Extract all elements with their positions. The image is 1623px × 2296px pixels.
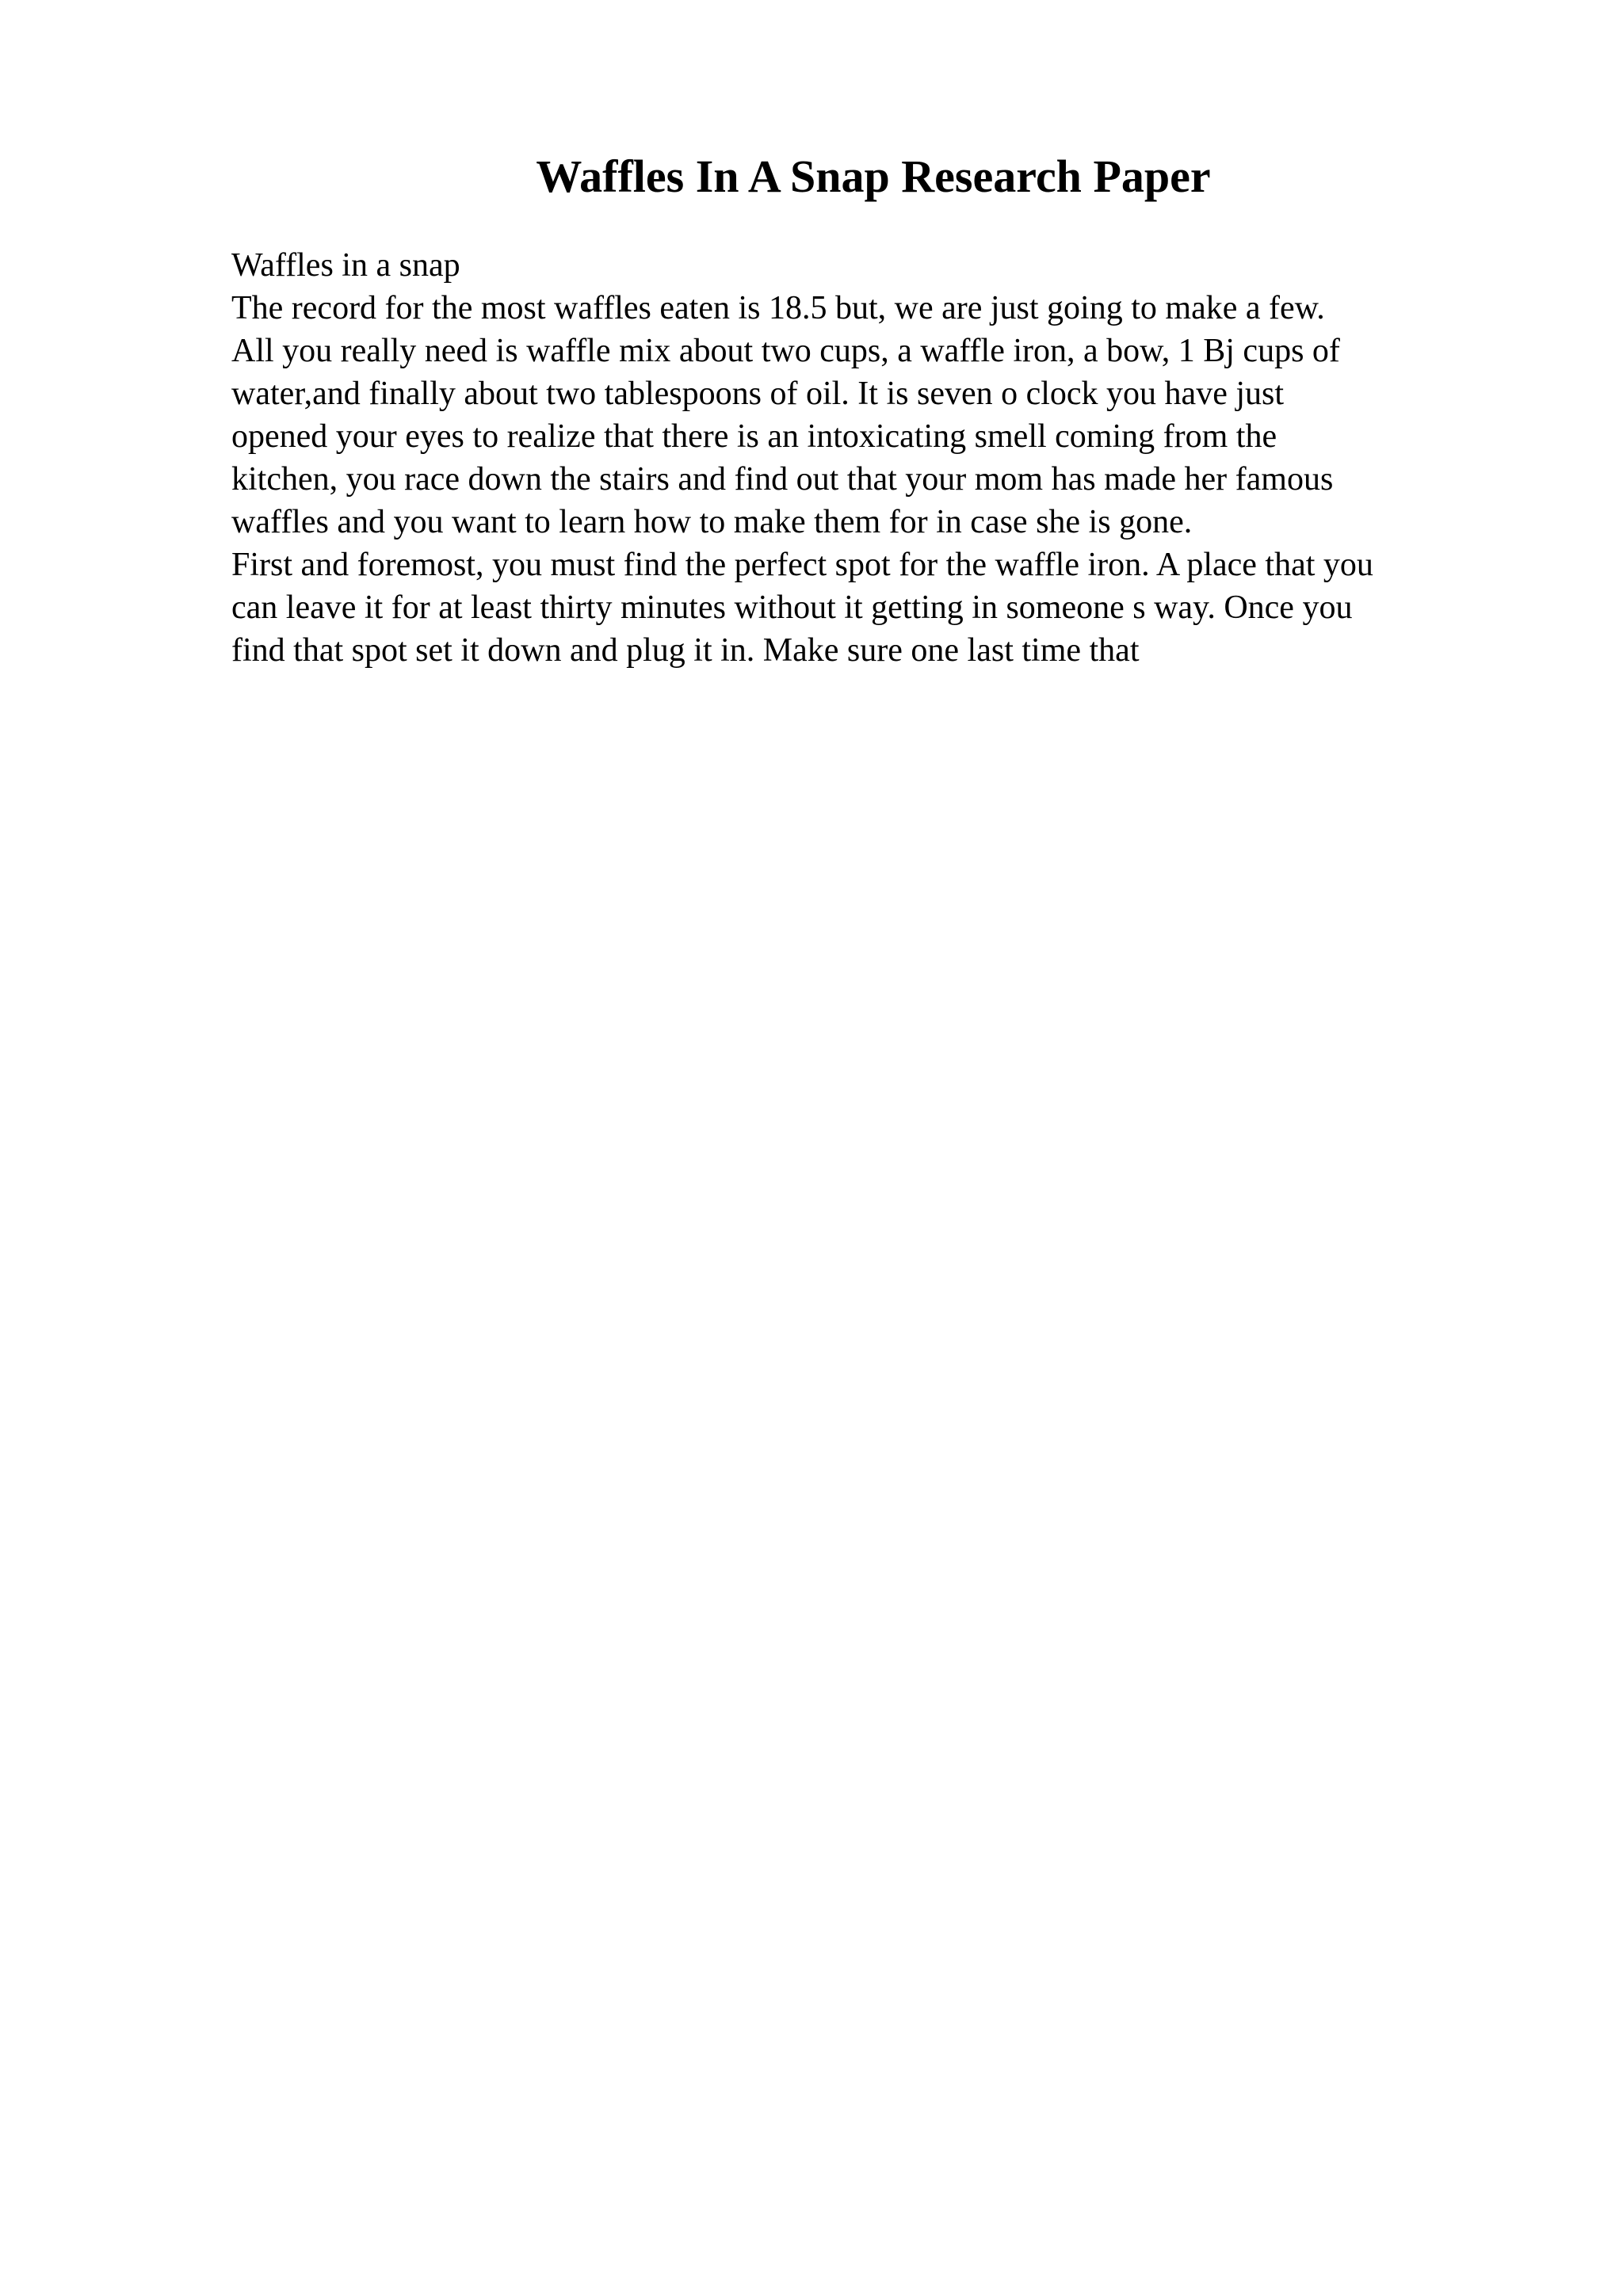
body-line: opened your eyes to realize that there is an intoxicating smell coming from the — [231, 418, 1277, 455]
body-line: find that spot set it down and plug it in. Make sure one last time that — [231, 632, 1140, 669]
document-title: Waffles In A Snap Research Paper — [536, 151, 1211, 202]
body-line: kitchen, you race down the stairs and find out that your mom has made her famous — [231, 461, 1334, 498]
body-line: can leave it for at least thirty minutes without it getting in someone s way. Once you — [231, 589, 1353, 626]
body-line: waffles and you want to learn how to make them for in case she is gone. — [231, 504, 1193, 540]
body-line: water,and finally about two tablespoons of oil. It is seven o clock you have just — [231, 376, 1285, 412]
body-line: First and foremost, you must find the perfect spot for the waffle iron. A place that you — [231, 547, 1373, 583]
body-line: All you really need is waffle mix about two cups, a waffle iron, a bow, 1 Bj cups of — [231, 333, 1340, 369]
body-line: The record for the most waffles eaten is 18.5 but, we are just going to make a few. — [231, 290, 1325, 326]
body-line: Waffles in a snap — [231, 247, 460, 284]
document-body — [231, 244, 1610, 672]
